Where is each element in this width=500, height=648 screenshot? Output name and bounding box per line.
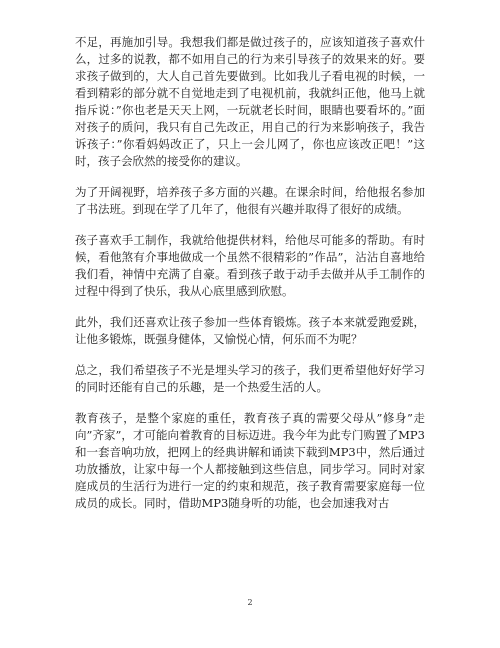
- paragraph-6: 教育孩子，是整个家庭的重任，教育孩子真的需要父母从”修身”走向”齐家”，才可能向着教育的目标迈进。我今年为此专门购置了MP3和一套音响功放，把网上的经典讲解和诵读下载到MP3中，然后通过功放播放，让家中每一个人都接触到这些信息，同步学习。同时对家庭成员的生活行为进行一定的约束和规范，孩子教育需要家庭每一位成员的成长。同时，借助MP3随身听的功能，也会加速我对古: [75, 411, 425, 510]
- document-body: [75, 34, 425, 526]
- paragraph-1: 不足，再施加引导。我想我们都是做过孩子的，应该知道孩子喜欢什么，过多的说教，都不如用自己的行为来引导孩子的效果来的好。要求孩子做到的，大人自己首先要做到。比如我儿子看电视的时候，一看到精彩的部分就不自觉地走到了电视机前，我就纠正他，他马上就指斥说：”你也老是天天上网，一玩就老长时间，眼睛也要看坏的。”面对孩子的质问，我只有自己先改正，用自己的行为来影响孩子，我告诉孩子：”你看妈妈改正了，只上一会儿网了，你也应该改正吧！”这时，孩子会欣然的接受你的建议。: [75, 35, 425, 168]
- paragraph-5: 总之，我们希望孩子不光是埋头学习的孩子，我们更希望他好好学习的同时还能有自己的乐趣，是一个热爱生活的人。: [75, 363, 425, 394]
- paragraph-3: 孩子喜欢手工制作，我就给他提供材料，给他尽可能多的帮助。有时候，看他煞有介事地做成一个虽然不很精彩的”作品”，沾沾自喜地给我们看，神情中充满了自豪。看到孩子敢于动手去做并从手工制作的过程中得到了快乐，我从心底里感到欣慰。: [75, 233, 425, 298]
- page-number: 2: [247, 598, 253, 607]
- paragraph-4: 此外，我们还喜欢让孩子参加一些体育锻炼。孩子本来就爱跑爱跳，让他多锻炼，既强身健体，又愉悦心情，何乐而不为呢？: [75, 315, 425, 346]
- paragraph-2: 为了开阔视野，培养孩子多方面的兴趣。在课余时间，给他报名参加了书法班。到现在学了几年了，他很有兴趣并取得了很好的成绩。: [75, 185, 425, 216]
